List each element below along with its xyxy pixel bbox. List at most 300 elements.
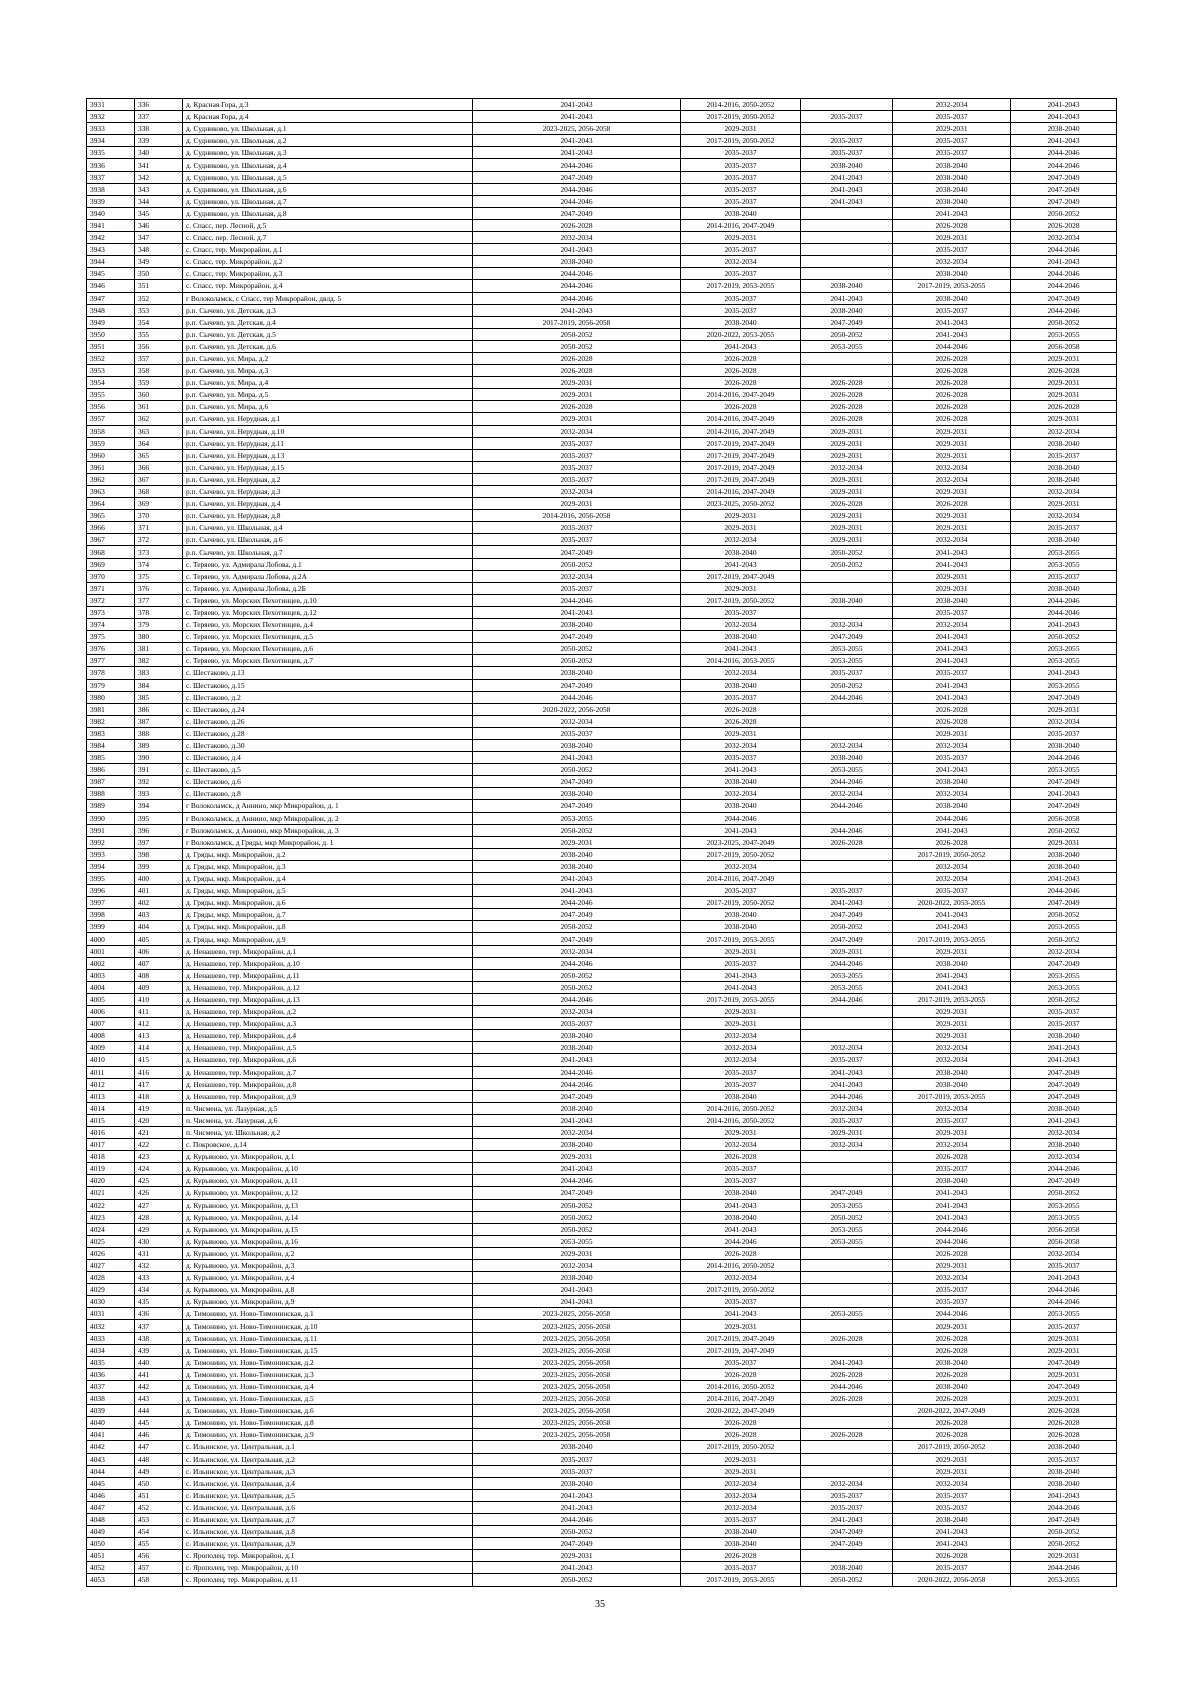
period-cell-3 [801,715,893,727]
address-cell: д. Ненашево, тер. Микрорайон, д.6 [183,1054,473,1066]
address-cell: д. Курьяново, ул. Микрорайон, д.1 [183,1151,473,1163]
period-cell-4: 2032-2034 [893,1102,1011,1114]
row-id-cell: 4006 [87,1006,135,1018]
period-cell-5: 2035-2037 [1011,727,1117,739]
row-id-cell: 3943 [87,244,135,256]
row-number-cell: 408 [135,969,183,981]
row-id-cell: 3980 [87,691,135,703]
period-cell-2: 2026-2028 [681,377,801,389]
period-cell-1: 2044-2046 [473,691,681,703]
period-cell-1: 2032-2034 [473,715,681,727]
period-cell-5: 2053-2055 [1011,328,1117,340]
period-cell-3: 2053-2055 [801,969,893,981]
period-cell-2: 2032-2034 [681,667,801,679]
period-cell-1: 2050-2052 [473,981,681,993]
period-cell-5: 2029-2031 [1011,1332,1117,1344]
address-cell: р.п. Сычево, ул. Нерудная, д.8 [183,510,473,522]
row-number-cell: 420 [135,1114,183,1126]
period-cell-3 [801,1284,893,1296]
table-row [87,425,1117,437]
period-cell-1: 2023-2025, 2056-2058 [473,123,681,135]
period-cell-4: 2041-2043 [893,1211,1011,1223]
row-number-cell: 401 [135,885,183,897]
period-cell-2: 2038-2040 [681,909,801,921]
period-cell-5: 2041-2043 [1011,1054,1117,1066]
row-number-cell: 348 [135,244,183,256]
period-cell-4: 2035-2037 [893,667,1011,679]
row-id-cell: 4009 [87,1042,135,1054]
row-number-cell: 432 [135,1260,183,1272]
table-row [87,328,1117,340]
period-cell-5: 2032-2034 [1011,1126,1117,1138]
table-row [87,340,1117,352]
row-id-cell: 3963 [87,486,135,498]
period-cell-3: 2050-2052 [801,1574,893,1586]
period-cell-1: 2041-2043 [473,1284,681,1296]
row-id-cell: 4033 [87,1332,135,1344]
address-cell: г Волоколамск, д Аннино, мкр Микрорайон, д. 2 [183,812,473,824]
table-row [87,631,1117,643]
period-cell-5: 2050-2052 [1011,631,1117,643]
address-cell: р.п. Сычево, ул. Нерудная, д.15 [183,461,473,473]
period-cell-2: 2041-2043 [681,824,801,836]
period-cell-4: 2044-2046 [893,812,1011,824]
row-number-cell: 403 [135,909,183,921]
row-id-cell: 4013 [87,1090,135,1102]
period-cell-2: 2044-2046 [681,1235,801,1247]
row-id-cell: 3958 [87,425,135,437]
address-cell: д. Курьяново, ул. Микрорайон, д.2 [183,1247,473,1259]
period-cell-2: 2026-2028 [681,1417,801,1429]
period-cell-2: 2035-2037 [681,292,801,304]
period-cell-5: 2038-2040 [1011,1030,1117,1042]
period-cell-5: 2047-2049 [1011,1090,1117,1102]
period-cell-4: 2035-2037 [893,147,1011,159]
period-cell-3: 2032-2034 [801,1139,893,1151]
period-cell-2: 2032-2034 [681,1489,801,1501]
period-cell-4: 2038-2040 [893,1066,1011,1078]
period-cell-3: 2029-2031 [801,473,893,485]
row-number-cell: 397 [135,836,183,848]
period-cell-3 [801,352,893,364]
table-row [87,1296,1117,1308]
row-number-cell: 343 [135,183,183,195]
period-cell-5: 2032-2034 [1011,1151,1117,1163]
period-cell-5: 2038-2040 [1011,739,1117,751]
table-row [87,1429,1117,1441]
row-number-cell: 359 [135,377,183,389]
period-cell-4: 2029-2031 [893,1320,1011,1332]
period-cell-1: 2032-2034 [473,425,681,437]
period-cell-5: 2041-2043 [1011,256,1117,268]
row-id-cell: 4051 [87,1550,135,1562]
period-cell-4: 2020-2022, 2047-2049 [893,1405,1011,1417]
address-cell: д. Гряды, мкр. Микрорайон, д.6 [183,897,473,909]
period-cell-4: 2032-2034 [893,99,1011,111]
row-id-cell: 4043 [87,1453,135,1465]
period-cell-3 [801,1344,893,1356]
period-cell-2: 2020-2022, 2047-2049 [681,1405,801,1417]
table-row [87,449,1117,461]
row-id-cell: 4014 [87,1102,135,1114]
period-cell-2: 2017-2019, 2053-2055 [681,1574,801,1586]
row-id-cell: 3934 [87,135,135,147]
period-cell-1: 2035-2037 [473,582,681,594]
period-cell-5: 2044-2046 [1011,606,1117,618]
row-number-cell: 442 [135,1380,183,1392]
period-cell-4: 2026-2028 [893,1429,1011,1441]
period-cell-3: 2041-2043 [801,1066,893,1078]
address-cell: д. Судниково, ул. Школьная, д.3 [183,147,473,159]
row-number-cell: 336 [135,99,183,111]
period-cell-3: 2026-2028 [801,413,893,425]
period-cell-5: 2032-2034 [1011,486,1117,498]
row-id-cell: 4019 [87,1163,135,1175]
address-cell: д. Ненашево, тер. Микрорайон, д.10 [183,957,473,969]
period-cell-1: 2041-2043 [473,1296,681,1308]
period-cell-5: 2029-2031 [1011,389,1117,401]
address-cell: д. Тимонино, ул. Ново-Тимонинская, д.15 [183,1344,473,1356]
row-number-cell: 371 [135,522,183,534]
row-id-cell: 4011 [87,1066,135,1078]
period-cell-2: 2029-2031 [681,727,801,739]
table-row [87,1187,1117,1199]
period-cell-2: 2017-2019, 2050-2052 [681,135,801,147]
address-cell: с. Ярополец, тер. Микрорайон, д.10 [183,1562,473,1574]
period-cell-3: 2041-2043 [801,1513,893,1525]
period-cell-1: 2035-2037 [473,1018,681,1030]
table-row [87,1574,1117,1586]
period-cell-1: 2050-2052 [473,643,681,655]
table-row [87,292,1117,304]
row-number-cell: 405 [135,933,183,945]
row-id-cell: 3982 [87,715,135,727]
row-id-cell: 3931 [87,99,135,111]
period-cell-2: 2035-2037 [681,304,801,316]
period-cell-2: 2029-2031 [681,1320,801,1332]
row-number-cell: 398 [135,848,183,860]
table-row [87,413,1117,425]
row-number-cell: 349 [135,256,183,268]
period-cell-3: 2032-2034 [801,788,893,800]
row-id-cell: 3959 [87,437,135,449]
table-row [87,147,1117,159]
period-cell-1: 2038-2040 [473,848,681,860]
table-row [87,1042,1117,1054]
table-row [87,1235,1117,1247]
period-cell-4: 2029-2031 [893,486,1011,498]
period-cell-3: 2044-2046 [801,800,893,812]
period-cell-2: 2038-2040 [681,1211,801,1223]
period-cell-2: 2038-2040 [681,1090,801,1102]
address-cell: с. Покровское, д.14 [183,1139,473,1151]
period-cell-2: 2014-2016, 2050-2052 [681,99,801,111]
period-cell-2: 2035-2037 [681,957,801,969]
row-number-cell: 379 [135,619,183,631]
period-cell-3: 2026-2028 [801,1368,893,1380]
row-id-cell: 4007 [87,1018,135,1030]
row-id-cell: 3957 [87,413,135,425]
row-id-cell: 3936 [87,159,135,171]
period-cell-1: 2026-2028 [473,365,681,377]
table-row [87,582,1117,594]
period-cell-4: 2026-2028 [893,1550,1011,1562]
address-cell: р.п. Сычево, ул. Нерудная, д.11 [183,437,473,449]
period-cell-5: 2044-2046 [1011,280,1117,292]
period-cell-2: 2038-2040 [681,1538,801,1550]
period-cell-3: 2053-2055 [801,1308,893,1320]
period-cell-5: 2044-2046 [1011,1562,1117,1574]
period-cell-4: 2032-2034 [893,873,1011,885]
period-cell-4: 2041-2043 [893,764,1011,776]
period-cell-4: 2035-2037 [893,752,1011,764]
period-cell-1: 2047-2049 [473,1538,681,1550]
period-cell-2: 2032-2034 [681,1272,801,1284]
period-cell-1: 2038-2040 [473,667,681,679]
table-row [87,1417,1117,1429]
row-number-cell: 431 [135,1247,183,1259]
period-cell-5: 2047-2049 [1011,957,1117,969]
period-cell-3 [801,860,893,872]
row-id-cell: 3941 [87,219,135,231]
period-cell-5: 2047-2049 [1011,1066,1117,1078]
table-row [87,510,1117,522]
period-cell-3: 2035-2037 [801,667,893,679]
row-id-cell: 3994 [87,860,135,872]
period-cell-2: 2032-2034 [681,1477,801,1489]
row-id-cell: 3951 [87,340,135,352]
period-cell-5: 2044-2046 [1011,159,1117,171]
period-cell-1: 2038-2040 [473,860,681,872]
period-cell-4: 2038-2040 [893,183,1011,195]
period-cell-3: 2044-2046 [801,957,893,969]
period-cell-5: 2053-2055 [1011,981,1117,993]
address-cell: д. Курьяново, ул. Микрорайон, д.16 [183,1235,473,1247]
period-cell-3: 2038-2040 [801,1562,893,1574]
row-number-cell: 340 [135,147,183,159]
row-number-cell: 409 [135,981,183,993]
period-cell-4: 2038-2040 [893,1513,1011,1525]
period-cell-4: 2038-2040 [893,594,1011,606]
period-cell-5: 2035-2037 [1011,522,1117,534]
period-cell-1: 2035-2037 [473,534,681,546]
period-cell-5: 2050-2052 [1011,207,1117,219]
period-cell-2: 2038-2040 [681,679,801,691]
period-cell-3: 2047-2049 [801,1187,893,1199]
period-cell-1: 2050-2052 [473,1526,681,1538]
period-cell-2: 2029-2031 [681,1018,801,1030]
row-id-cell: 4016 [87,1126,135,1138]
period-cell-4: 2041-2043 [893,1199,1011,1211]
period-cell-5: 2041-2043 [1011,667,1117,679]
period-cell-5: 2038-2040 [1011,582,1117,594]
address-cell: д. Курьяново, ул. Микрорайон, д.9 [183,1296,473,1308]
period-cell-3: 2053-2055 [801,981,893,993]
row-id-cell: 3999 [87,921,135,933]
period-cell-5: 2038-2040 [1011,473,1117,485]
row-number-cell: 344 [135,195,183,207]
row-number-cell: 388 [135,727,183,739]
address-cell: р.п. Сычево, ул. Нерудная, д.13 [183,449,473,461]
row-number-cell: 375 [135,570,183,582]
period-cell-5: 2047-2049 [1011,1380,1117,1392]
table-row [87,280,1117,292]
row-id-cell: 4021 [87,1187,135,1199]
row-id-cell: 3964 [87,498,135,510]
period-cell-3 [801,848,893,860]
table-row [87,389,1117,401]
address-cell: д. Тимонино, ул. Ново-Тимонинская, д.3 [183,1368,473,1380]
period-cell-3 [801,1550,893,1562]
period-cell-1: 2023-2025, 2056-2058 [473,1405,681,1417]
period-cell-2: 2041-2043 [681,1199,801,1211]
period-cell-2: 2038-2040 [681,631,801,643]
row-number-cell: 438 [135,1332,183,1344]
table-row [87,1151,1117,1163]
period-cell-3 [801,727,893,739]
period-cell-2: 2035-2037 [681,1513,801,1525]
period-cell-3 [801,1030,893,1042]
address-cell: д. Ненашево, тер. Микрорайон, д.8 [183,1078,473,1090]
period-cell-1: 2041-2043 [473,1562,681,1574]
period-cell-5: 2041-2043 [1011,1042,1117,1054]
period-cell-4: 2029-2031 [893,232,1011,244]
period-cell-3 [801,606,893,618]
period-cell-1: 2047-2049 [473,776,681,788]
period-cell-4: 2044-2046 [893,1235,1011,1247]
address-cell: р.п. Сычево, ул. Школьная, д.7 [183,546,473,558]
period-cell-2: 2035-2037 [681,183,801,195]
period-cell-1: 2044-2046 [473,159,681,171]
table-row [87,691,1117,703]
period-cell-5: 2038-2040 [1011,1441,1117,1453]
period-cell-5: 2038-2040 [1011,437,1117,449]
period-cell-1: 2038-2040 [473,1477,681,1489]
period-cell-1: 2029-2031 [473,1247,681,1259]
table-row [87,727,1117,739]
table-row [87,1526,1117,1538]
table-row [87,1247,1117,1259]
address-cell: д. Тимонино, ул. Ново-Тимонинская, д.6 [183,1405,473,1417]
period-cell-2: 2017-2019, 2050-2052 [681,848,801,860]
row-id-cell: 4028 [87,1272,135,1284]
period-cell-5: 2041-2043 [1011,1272,1117,1284]
period-cell-4: 2026-2028 [893,377,1011,389]
address-cell: д. Судниково, ул. Школьная, д.5 [183,171,473,183]
period-cell-4: 2041-2043 [893,1538,1011,1550]
period-cell-3 [801,1006,893,1018]
table-row [87,1006,1117,1018]
address-cell: д. Гряды, мкр. Микрорайон, д.9 [183,933,473,945]
address-cell: с. Теряево, ул. Морских Пехотинцев, д.12 [183,606,473,618]
period-cell-4: 2038-2040 [893,800,1011,812]
period-cell-1: 2023-2025, 2056-2058 [473,1393,681,1405]
table-row [87,558,1117,570]
period-cell-1: 2038-2040 [473,1139,681,1151]
period-cell-3 [801,365,893,377]
period-cell-2: 2038-2040 [681,1187,801,1199]
row-id-cell: 4038 [87,1393,135,1405]
period-cell-2: 2014-2016, 2047-2049 [681,389,801,401]
row-number-cell: 451 [135,1489,183,1501]
period-cell-4: 2026-2028 [893,389,1011,401]
period-cell-1: 2041-2043 [473,1054,681,1066]
row-id-cell: 3935 [87,147,135,159]
row-number-cell: 377 [135,594,183,606]
table-row [87,1163,1117,1175]
row-id-cell: 3954 [87,377,135,389]
row-number-cell: 458 [135,1574,183,1586]
row-id-cell: 4052 [87,1562,135,1574]
period-cell-2: 2029-2031 [681,1465,801,1477]
row-id-cell: 3949 [87,316,135,328]
period-cell-4: 2041-2043 [893,981,1011,993]
row-number-cell: 361 [135,401,183,413]
row-number-cell: 419 [135,1102,183,1114]
period-cell-1: 2038-2040 [473,1042,681,1054]
period-cell-1: 2035-2037 [473,473,681,485]
period-cell-4: 2032-2034 [893,461,1011,473]
table-row [87,123,1117,135]
period-cell-3 [801,1151,893,1163]
period-cell-5: 2047-2049 [1011,171,1117,183]
period-cell-5: 2056-2058 [1011,812,1117,824]
address-cell: с. Спасс, тер. Микрорайон, д.2 [183,256,473,268]
period-cell-2: 2038-2040 [681,1526,801,1538]
period-cell-5: 2026-2028 [1011,1405,1117,1417]
table-row [87,1139,1117,1151]
row-id-cell: 3966 [87,522,135,534]
table-row [87,1380,1117,1392]
period-cell-4: 2029-2031 [893,449,1011,461]
period-cell-2: 2023-2025, 2047-2049 [681,836,801,848]
row-id-cell: 3983 [87,727,135,739]
period-cell-5: 2056-2058 [1011,1223,1117,1235]
period-cell-3: 2047-2049 [801,1526,893,1538]
period-cell-3: 2050-2052 [801,558,893,570]
period-cell-4: 2041-2043 [893,909,1011,921]
row-number-cell: 373 [135,546,183,558]
period-cell-5: 2044-2046 [1011,1284,1117,1296]
period-cell-1: 2047-2049 [473,1187,681,1199]
period-cell-3 [801,1405,893,1417]
period-cell-3: 2035-2037 [801,1501,893,1513]
row-id-cell: 3944 [87,256,135,268]
period-cell-4: 2029-2031 [893,437,1011,449]
row-id-cell: 4047 [87,1501,135,1513]
address-cell: р.п. Сычево, ул. Мира, д.2 [183,352,473,364]
period-cell-3: 2050-2052 [801,1211,893,1223]
row-number-cell: 356 [135,340,183,352]
period-cell-4: 2032-2034 [893,860,1011,872]
row-number-cell: 369 [135,498,183,510]
period-cell-5: 2041-2043 [1011,1114,1117,1126]
table-row [87,1344,1117,1356]
row-number-cell: 370 [135,510,183,522]
period-cell-2: 2032-2034 [681,739,801,751]
period-cell-4: 2026-2028 [893,1344,1011,1356]
period-cell-4: 2032-2034 [893,739,1011,751]
period-cell-5: 2029-2031 [1011,1393,1117,1405]
row-id-cell: 4044 [87,1465,135,1477]
row-id-cell: 4034 [87,1344,135,1356]
row-number-cell: 446 [135,1429,183,1441]
period-cell-4: 2035-2037 [893,606,1011,618]
address-cell: с. Шестаково, д.13 [183,667,473,679]
table-row [87,1199,1117,1211]
row-number-cell: 426 [135,1187,183,1199]
row-number-cell: 428 [135,1211,183,1223]
